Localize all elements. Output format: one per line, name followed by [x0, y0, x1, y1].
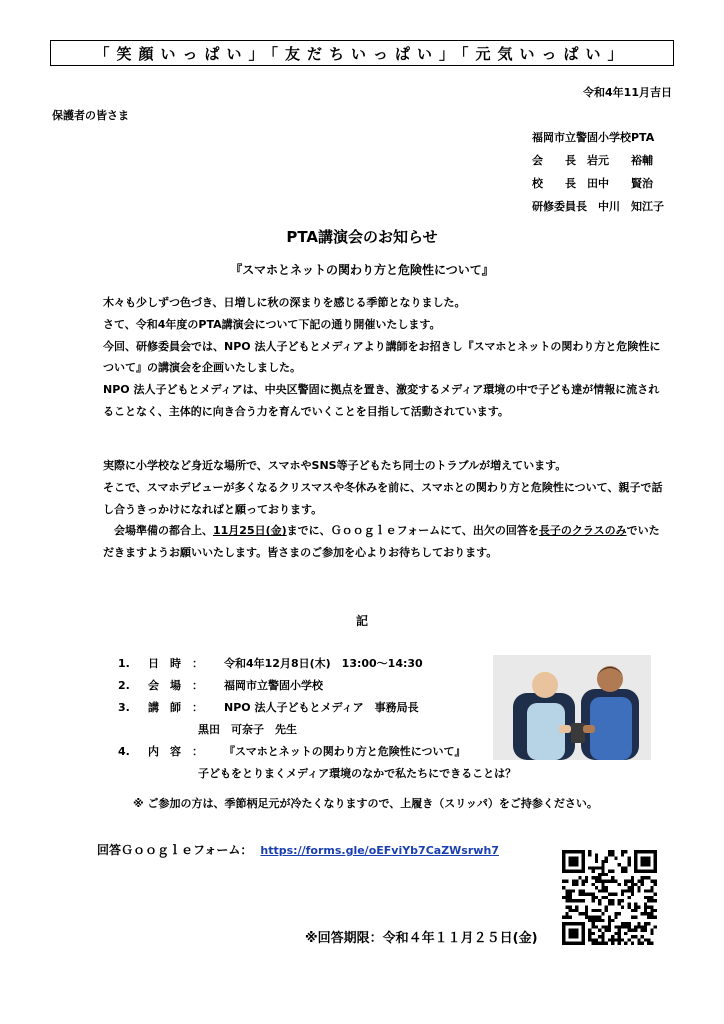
- text: でいただきますようお願いいたします。皆さまのご参加を心よりお待ちしております。: [103, 524, 660, 560]
- item-number: 2.: [118, 679, 130, 692]
- item-value: 『スマホとネットの関わり方と危険性について』: [224, 745, 466, 758]
- paragraph: [103, 520, 663, 564]
- qr-code[interactable]: [562, 850, 657, 945]
- sender-line: 会 長 岩元 裕輔: [532, 154, 653, 167]
- body-section-2: [103, 455, 663, 564]
- motto-banner: 「笑顔いっぱい」「友だちいっぱい」「元気いっぱい」: [50, 40, 674, 66]
- document-date: 令和4年11月吉日: [583, 86, 672, 99]
- sender-line: 福岡市立警固小学校PTA: [532, 131, 655, 144]
- item-number: 3.: [118, 701, 130, 714]
- list-item: [118, 675, 516, 697]
- list-item: [118, 741, 516, 763]
- item-number: 1.: [118, 657, 130, 670]
- item-label: 内 容 ：: [148, 745, 203, 758]
- item-label: 日 時 ：: [148, 657, 203, 670]
- list-item: [118, 697, 516, 719]
- form-label: 回答Ｇｏｏｇｌｅフォーム：: [97, 843, 253, 857]
- item-value: 子どもをとりまくメディア環境のなかで私たちにできることは？: [198, 767, 517, 780]
- eldest-child-note: 長子のクラスのみ: [538, 524, 627, 538]
- paragraph: 今回、研修委員会では、NPO 法人子どもとメディアより講師をお招きし『スマホとネットの関わり方と危険性について』の講演会を企画いたしました。: [103, 339, 661, 375]
- google-form-link[interactable]: https://forms.gle/oEFviYb7CaZWsrwh7: [260, 844, 499, 857]
- deadline-date: 11月25日(金): [213, 524, 287, 538]
- sender-line: 校 長 田中 賢治: [532, 177, 653, 190]
- page-subtitle: 『スマホとネットの関わり方と危険性について』: [230, 263, 494, 277]
- item-label: 講 師 ：: [148, 701, 203, 714]
- ki-heading: 記: [355, 614, 368, 628]
- text: までに、Ｇｏｏｇｌｅフォームにて、出欠の回答を: [286, 524, 539, 538]
- body-section-1: [103, 292, 663, 423]
- text: 会場準備の都合上、: [103, 524, 213, 538]
- item-label: 会 場 ：: [148, 679, 203, 692]
- list-item: [118, 763, 516, 785]
- paragraph: 実際に小学校など身近な場所で、スマホやSNS等子どもたち同士のトラブルが増えています。: [103, 459, 567, 472]
- item-value: 福岡市立警固小学校: [224, 679, 323, 692]
- list-item: [118, 653, 516, 675]
- children-with-smartphone-photo: [493, 655, 651, 760]
- addressee: 保護者の皆さま: [52, 109, 129, 122]
- sender-block: [532, 126, 664, 218]
- paragraph: そこで、スマホデビューが多くなるクリスマスや冬休みを前に、スマホとの関わり方と危険性について、親子で話し合うきっかけになればと願っております。: [103, 480, 663, 516]
- page-title: PTA講演会のお知らせ: [286, 228, 438, 246]
- item-value: 黒田 可奈子 先生: [198, 723, 297, 736]
- item-value: 令和4年12月8日(木) 13:00～14:30: [224, 657, 423, 670]
- list-item: [118, 719, 516, 741]
- item-value: NPO 法人子どもとメディア 事務局長: [224, 701, 419, 714]
- google-form-line: [97, 841, 499, 858]
- slippers-note: ※ ご参加の方は、季節柄足元が冷たくなりますので、上履き（スリッパ）をご持参ください。: [133, 797, 598, 810]
- sender-line: 研修委員長 中川 知江子: [532, 200, 664, 213]
- details-list: [118, 653, 516, 785]
- paragraph: さて、令和4年度のPTA講演会について下記の通り開催いたします。: [103, 317, 441, 331]
- item-number: 4.: [118, 745, 130, 758]
- response-deadline: ※回答期限：令和４年１１月２５日(金): [305, 931, 538, 946]
- paragraph: NPO 法人子どもとメディアは、中央区警固に拠点を置き、激変するメディア環境の中で子ども達が情報に流されることなく、主体的に向き合う力を育んでいくことを目指して活動されています。: [103, 383, 660, 418]
- paragraph: 木々も少しずつ色づき、日増しに秋の深まりを感じる季節となりました。: [103, 296, 466, 309]
